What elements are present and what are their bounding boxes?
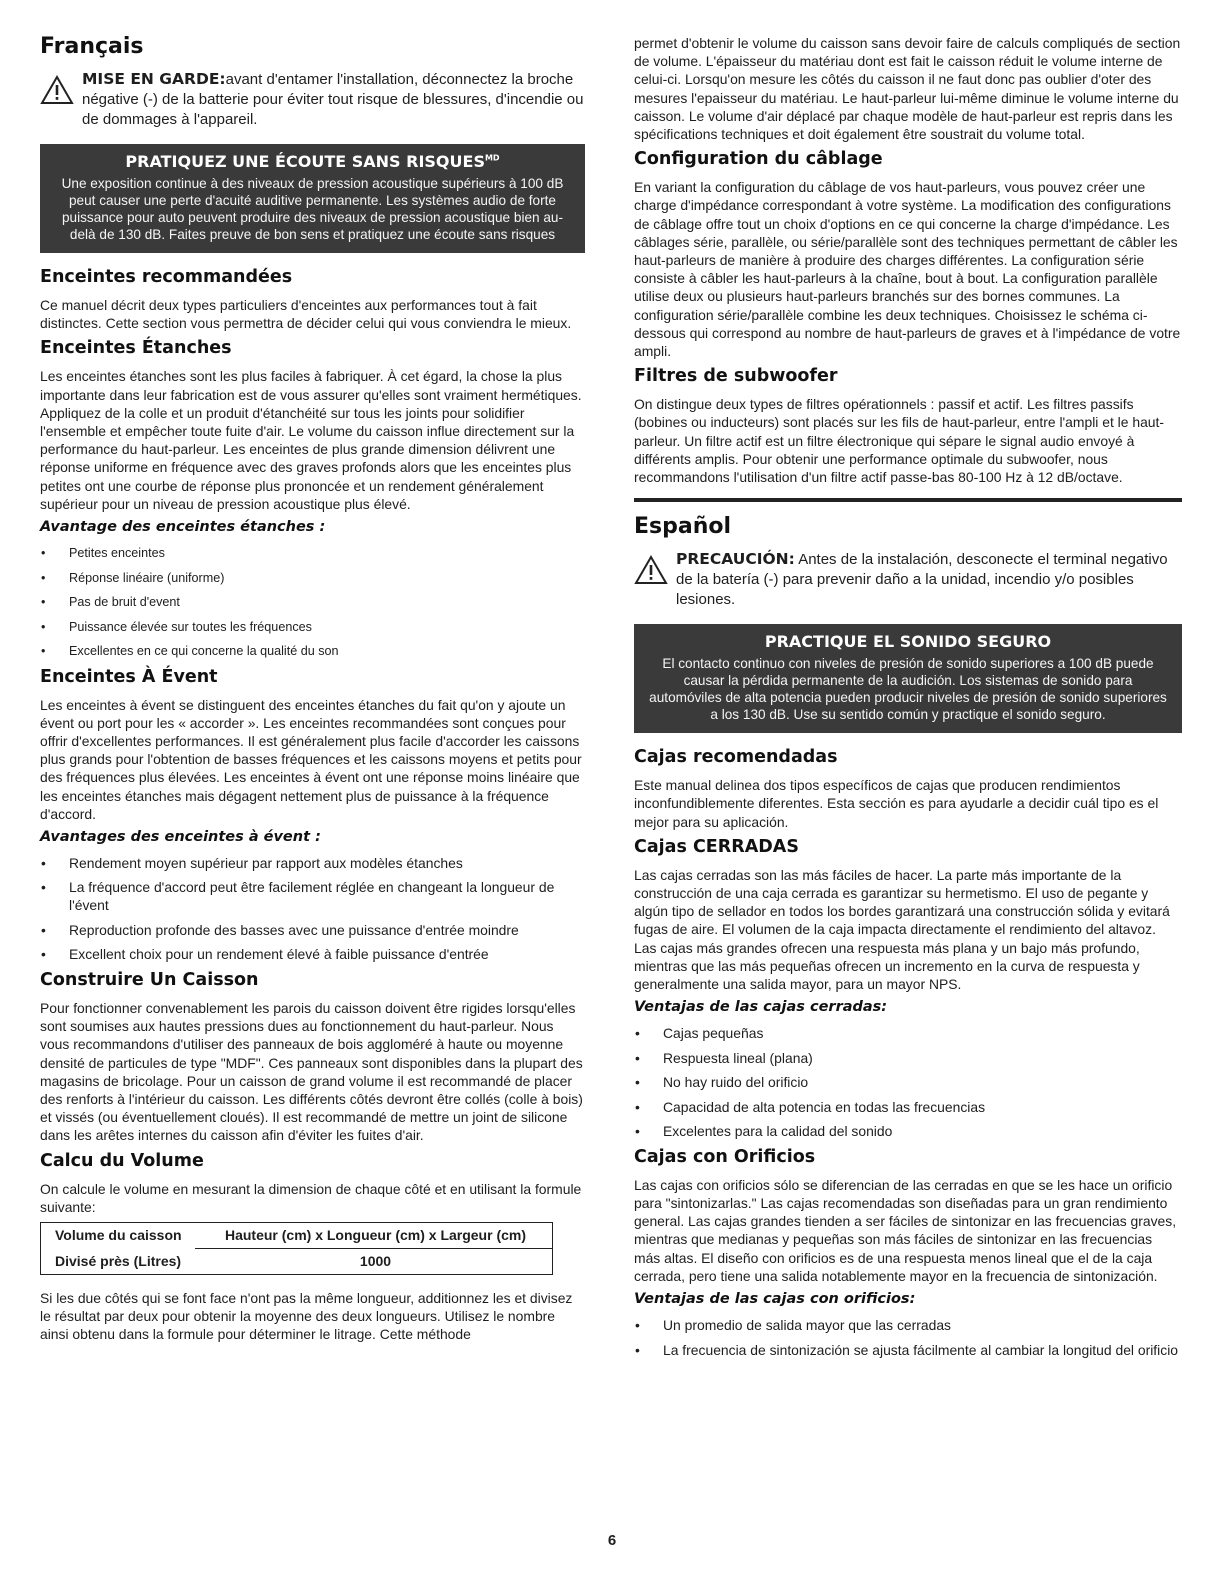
espanol-sealed-advantages-heading: Ventajas de las cajas cerradas: (634, 999, 888, 1016)
francais-recommended-body: Ce manuel décrit deux types particuliers d'enceintes aux performances tout à fait distinctes. Cette section vous permettra de décider celui qui vous conviendra le mieux. (40, 297, 572, 332)
warning-triangle-icon (40, 75, 74, 105)
list-item: • La fréquence d'accord peut être facilement réglée en changeant la longueur de l'évent (40, 878, 585, 914)
espanol-safe-sound-banner (634, 624, 1182, 733)
list-item: • Rendement moyen supérieur par rapport aux modèles étanches (40, 854, 585, 872)
page-number: 6 (607, 1532, 617, 1549)
list-item: • Reproduction profonde des basses avec une puissance d'entrée moindre (40, 921, 585, 939)
francais-warning (40, 69, 585, 130)
espanol-banner-title: PRACTIQUE EL SONIDO SEGURO (764, 632, 1052, 652)
francais-warning-text: avant d'entamer l'installation, déconnectez la broche négative (-) de la batterie pour éviter tout risque de blessures, d'incendie ou de dommages à l'appareil. (82, 71, 584, 128)
espanol-sealed-heading: Cajas CERRADAS (634, 836, 799, 857)
formula-denominator: 1000 (359, 1252, 392, 1269)
francais-recommended-heading: Enceintes recommandées (40, 267, 293, 287)
espanol-sealed-body: Las cajas cerradas son las más fáciles de hacer. La parte más importante de la construcción de una caja cerrada es garantizar su hermetismo. El uso de pegante y algún tipo de sellador en todos los bordes garantizará una construcción sólida y evitará fugas de aire. El volumen de la caja impacta directamente el rendimiento del altavoz. Las cajas más grandes ofrecen una respuesta más plana y un bajo más profundo, mientras que las más pequeñas ofrecen un incremento en la curva de respuesta y generalmente una salida mayor, para un mayor NPS. (634, 866, 1170, 993)
francais-volume-heading: Calcu du Volume (40, 1150, 204, 1171)
francais-banner-body: Une exposition continue à des niveaux de pression acoustique supérieurs à 100 dB peut causer une perte d'acuité auditive permanente. Les systèmes audio de forte puissance pour auto peuvent produire des niveaux de pression acoustique bien au-delà de 130 dB. Faites preuve de bon sens et pratiquez une écoute sans risques (61, 176, 564, 242)
list-item: • Puissance élevée sur toutes les fréquences (40, 618, 585, 636)
espanol-ported-advantages-list (634, 1316, 1182, 1359)
espanol-recommended-heading: Cajas recomendadas (634, 747, 838, 768)
espanol-warning-text: Antes de la instalación, desconecte el terminal negativo de la batería (-) para prevenir daño a la unidad, incendio y/o posibles lesiones. (676, 551, 1168, 609)
francais-build-heading: Construire Un Caisson (40, 969, 259, 990)
francais-ported-advantages-list (40, 854, 585, 964)
espanol-recommended-body: Este manual delinea dos tipos específicos de cajas que producen rendimientos inconfundiblemente diferentes. Esta sección es para ayudarle a decidir cuál tipo es el mejor para su aplicación. (634, 777, 1159, 830)
espanol-title: Español (634, 514, 732, 540)
list-item: • Un promedio de salida mayor que las cerradas (634, 1316, 1182, 1334)
espanol-ported-body: Las cajas con orificios sólo se diferencian de las cerradas en que se les hace un orificio para "sintonizarlas." Las cajas recomendadas son diseñadas para un gran rendimiento general. Las cajas grandes tienden a ser fáciles de sintonizar en las frecuencias graves, mientras que medianas y pequeñas son más fáciles de sintonizar en las frecuencias más altas. El diseño con orificios es de una respuesta menos lineal que el de la caja cerrada, pero tiene una salida notablemente mayor en la frecuencia de sintonización. (634, 1176, 1177, 1284)
francais-wiring-body: En variant la configuration du câblage de vos haut-parleurs, vous pouvez créer une charge d'impédance correspondant à votre système. La modification des configurations de câblage offre tout un choix d'options en ce qui concerne la charge d'impédance. Les câblages série, parallèle, ou série/parallèle sont des techniques permettant de câbler les haut-parleurs de manière à produire des charges différentes. La configuration série consiste à câbler les haut-parleurs à la chaîne, bout à bout. La configuration parallèle utilise deux ou plusieurs haut-parleurs branchés sur des bornes communes. La configuration série/parallèle combine les deux techniques. Choisissez le schéma ci-dessous qui correspond au nombre de haut-parleurs de graves et à l'impédance de votre ampli. (634, 179, 1181, 360)
francais-title: Français (40, 34, 144, 59)
espanol-ported-advantages-heading: Ventajas de las cajas con orificios: (634, 1291, 916, 1308)
list-item: • Réponse linéaire (uniforme) (40, 569, 585, 587)
espanol-banner-body: El contacto continuo con niveles de presión de sonido superiores a 100 dB puede causar la pérdida permanente de la audición. Los sistemas de sonido para automóviles de alta potencia pueden producir niveles de presión de sonido superiores a los 130 dB. Use su sentido común y practique el sonido seguro. (649, 656, 1167, 723)
list-item: • La frecuencia de sintonización se ajusta fácilmente al cambiar la longitud del orificio (634, 1341, 1182, 1359)
francais-warning-label: MISE EN GARDE: (82, 70, 226, 88)
espanol-warning-label: PRECAUCIÓN: (676, 550, 795, 569)
list-item: • Cajas pequeñas (634, 1024, 1182, 1042)
francais-sealed-advantages-list (40, 544, 585, 660)
formula-numerator: Hauteur (cm) x Longueur (cm) x Largeur (cm) (195, 1222, 553, 1248)
warning-triangle-icon (634, 555, 668, 585)
left-column (40, 34, 585, 1349)
francais-banner-title: PRATIQUEZ UNE ÉCOUTE SANS RISQUES (125, 152, 485, 171)
francais-filters-heading: Filtres de subwoofer (634, 366, 838, 387)
espanol-ported-heading: Cajas con Orificios (634, 1146, 816, 1167)
francais-banner-title-row (54, 152, 571, 171)
francais-filters-body: On distingue deux types de filtres opérationnels : passif et actif. Les filtres passifs (bobines ou inducteurs) sont placés sur les fils de haut-parleur, entre l'ampli et le haut-parleur. Un filtre actif est un filtre électronique qui sépare le signal audio envoyé à différents amplis. Pour obtenir une performance optimale du subwoofer, nous recommandons l'utilisation d'un filtre actif passe-bas 80-100 Hz à 12 dB/octave. (634, 396, 1165, 486)
list-item: • Capacidad de alta potencia en todas las frecuencias (634, 1098, 1182, 1116)
list-item: • Respuesta lineal (plana) (634, 1049, 1182, 1067)
francais-sealed-heading: Enceintes Étanches (40, 338, 232, 359)
list-item: • Excellentes en ce qui concerne la qualité du son (40, 642, 585, 660)
formula-label-divided: Divisé près (Litres) (55, 1252, 182, 1269)
francais-ported-heading: Enceintes À Évent (40, 666, 218, 687)
formula-label-volume: Volume du caisson (55, 1227, 182, 1244)
list-item: • Excellent choix pour un rendement élevé à faible puissance d'entrée (40, 945, 585, 963)
francais-ported-body: Les enceintes à évent se distinguent des enceintes étanches du fait qu'on y ajoute un évent ou port pour les « accorder ». Les enceintes recommandées sont conçues pour offrir d'excellentes performances. Il est généralement plus facile d'accorder les caissons plus grands pour l'obtention de basses fréquences et les caissons moyens et petits pour des fréquences plus élevées. Les enceintes à évent ont une réponse moins linéaire que les enceintes étanches mais dégagent nettement plus de puissance à la fréquence d'accord. (40, 696, 582, 822)
francais-volume-intro: On calcule le volume en mesurant la dimension de chaque côté et en utilisant la formule suivante: (40, 1180, 582, 1215)
francais-volume-continued: permet d'obtenir le volume du caisson sans devoir faire de calculs compliqués de section de volume. L'épaisseur du matériau dont est fait le caisson réduit le volume interne de celui-ci. Lorsqu'on mesure les côtés du caisson il ne faut donc pas oublier d'oter des mesures l'epaisseur du matériau. Le haut-parleur lui-même diminue le volume interne du caisson. Le volume d'air déplacé par chaque modèle de haut-parleur est repris dans les spécifications techniques et doit également être soustrait du volume total. (634, 35, 1181, 143)
list-item: • Excelentes para la calidad del sonido (634, 1122, 1182, 1140)
list-item: • Petites enceintes (40, 544, 585, 562)
espanol-sealed-advantages-list (634, 1024, 1182, 1140)
francais-banner-mark: MD (484, 153, 500, 163)
right-column (634, 34, 1182, 1365)
section-divider (634, 498, 1182, 502)
francais-volume-after: Si les due côtés qui se font face n'ont pas la même longueur, additionnez les et divisez le résultat par deux pour obtenir la moyenne des deux longueurs. Utilisez le nombre ainsi obtenu dans la formule pour déterminer le litrage. Cette méthode (40, 1289, 573, 1343)
francais-sealed-body: Les enceintes étanches sont les plus faciles à fabriquer. À cet égard, la chose la plus importante dans leur fabrication est de vous assurer qu'elles sont vraiment hermétiques. Appliquez de la colle et un produit d'étanchéité sur tous les joints pour solidifier l'ensemble et empêcher toute fuite d'air. Le volume du caisson influe directement sur la performance du haut-parleur. Les enceintes de plus grande dimension délivrent une réponse uniforme en fréquence avec des graves profonds alors que les enceintes plus petites ont une courbe de réponse plus prononcée et un rendement généralement supérieur pour un niveau de pression acoustique plus élevé. (40, 368, 582, 512)
volume-formula-table (40, 1222, 553, 1275)
francais-build-body: Pour fonctionner convenablement les parois du caisson doivent être rigides lorsqu'elles sont soumises aux hautes pressions dues au fonctionnement du haut-parleur. Nous vous recommandons d'utiliser des panneaux de bois aggloméré à haute ou moyenne densité de particules de type "MDF". Ces panneaux sont disponibles dans la plupart des magasins de bricolage. Pour un caisson de grand volume il est recommandé de placer des renforts à l'intérieur du caisson. Les différents côtés devront être collés (colle à bois) et vissés (ou éventuellement cloués). Il est recommandé de mettre un joint de silicone dans les arêtes internes du caisson afin d'éviter les fuites d'air. (40, 999, 583, 1144)
espanol-warning (634, 549, 1182, 610)
francais-ported-advantages-heading: Avantages des enceintes à évent : (40, 828, 321, 845)
francais-wiring-heading: Configuration du câblage (634, 149, 883, 170)
list-item: • Pas de bruit d'event (40, 593, 585, 611)
list-item: • No hay ruido del orificio (634, 1073, 1182, 1091)
francais-safe-listening-banner (40, 144, 585, 253)
francais-sealed-advantages-heading: Avantage des enceintes étanches : (40, 519, 326, 536)
